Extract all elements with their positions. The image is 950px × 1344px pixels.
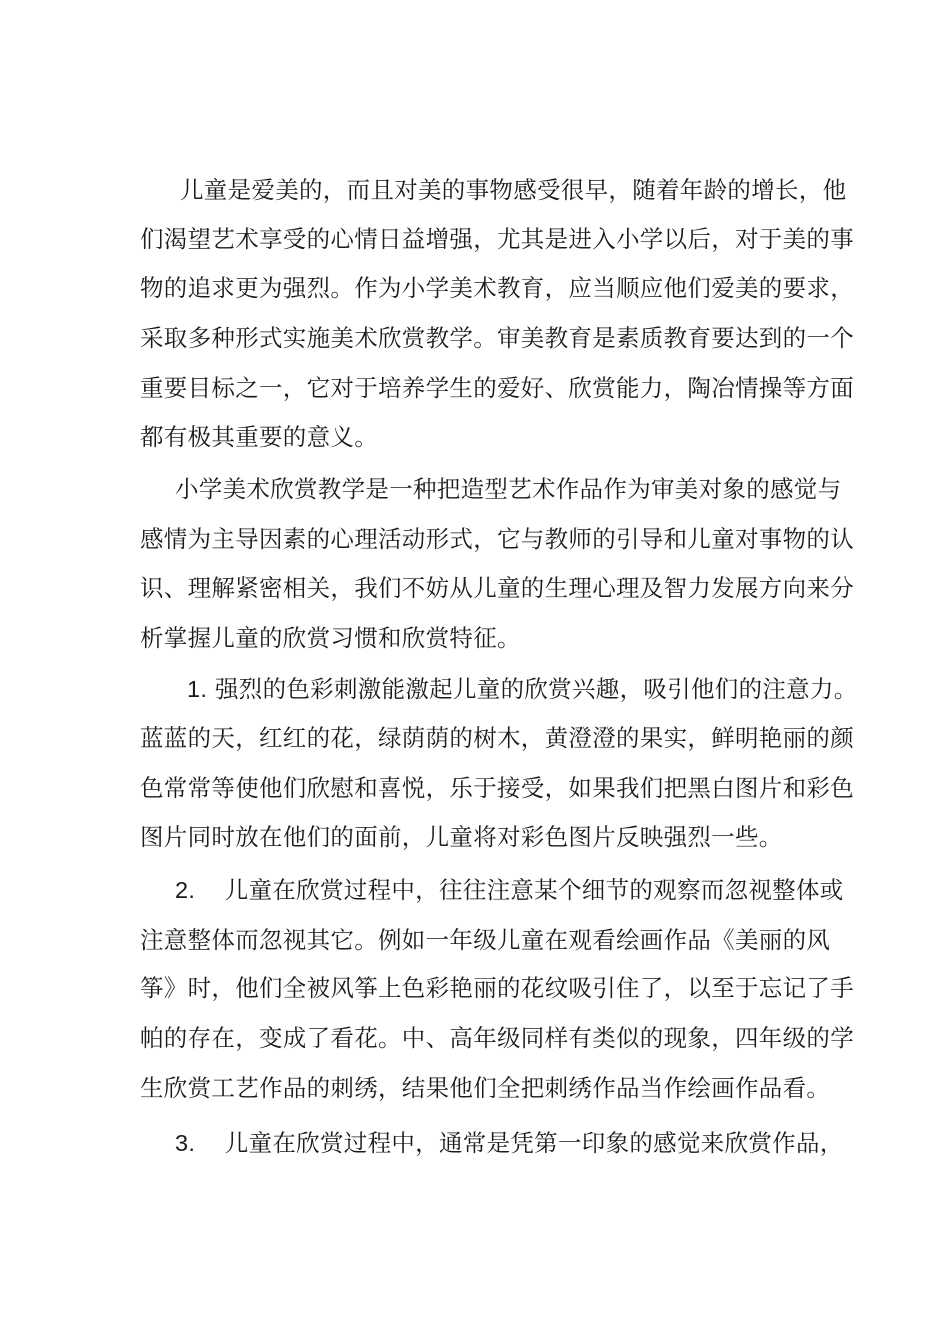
text-line: 筝》时，他们全被风筝上色彩艳丽的花纹吸引住了，以至于忘记了手 [140,974,854,1002]
list-text: 强烈的色彩刺激能激起儿童的欣赏兴趣，吸引他们的注意力。 [214,675,858,703]
text-line: 识、理解紧密相关，我们不妨从儿童的生理心理及智力发展方向来分 [140,574,854,602]
list-number: 1. [187,676,208,702]
text-line [187,669,858,709]
text-line: 采取多种形式实施美术欣赏教学。审美教育是素质教育要达到的一个 [140,324,854,352]
text-line: 感情为主导因素的心理活动形式，它与教师的引导和儿童对事物的认 [140,525,854,553]
list-number: 2. [175,877,196,903]
text-line: 都有极其重要的意义。 [140,423,378,451]
text-line: 色常常等使他们欣慰和喜悦，乐于接受，如果我们把黑白图片和彩色 [140,774,854,802]
text-line: 重要目标之一，它对于培养学生的爱好、欣赏能力，陶冶情操等方面 [140,374,854,402]
text-line: 注意整体而忽视其它。例如一年级儿童在观看绘画作品《美丽的风 [140,926,831,954]
text-line: 图片同时放在他们的面前，儿童将对彩色图片反映强烈一些。 [140,823,783,851]
text-line [175,1123,844,1163]
list-text: 儿童在欣赏过程中，往往注意某个细节的观察而忽视整体或 [224,876,844,904]
list-number: 3. [175,1130,196,1156]
text-line: 蓝蓝的天，红红的花，绿荫荫的树木，黄澄澄的果实，鲜明艳丽的颜 [140,724,854,752]
text-line: 生欣赏工艺作品的刺绣，结果他们全把刺绣作品当作绘画作品看。 [140,1074,831,1102]
text-line: 们渴望艺术享受的心情日益增强，尤其是进入小学以后，对于美的事 [140,225,854,253]
text-line: 物的追求更为强烈。作为小学美术教育，应当顺应他们爱美的要求， [140,274,854,302]
text-line: 小学美术欣赏教学是一种把造型艺术作品作为审美对象的感觉与 [175,475,842,503]
text-line: 帕的存在，变成了看花。中、高年级同样有类似的现象，四年级的学 [140,1024,854,1052]
list-text: 儿童在欣赏过程中，通常是凭第一印象的感觉来欣赏作品， [224,1129,844,1157]
text-line [175,870,844,910]
text-line: 析掌握儿童的欣赏习惯和欣赏特征。 [140,624,521,652]
text-line: 儿童是爱美的，而且对美的事物感受很早，随着年龄的增长，他 [180,176,847,204]
